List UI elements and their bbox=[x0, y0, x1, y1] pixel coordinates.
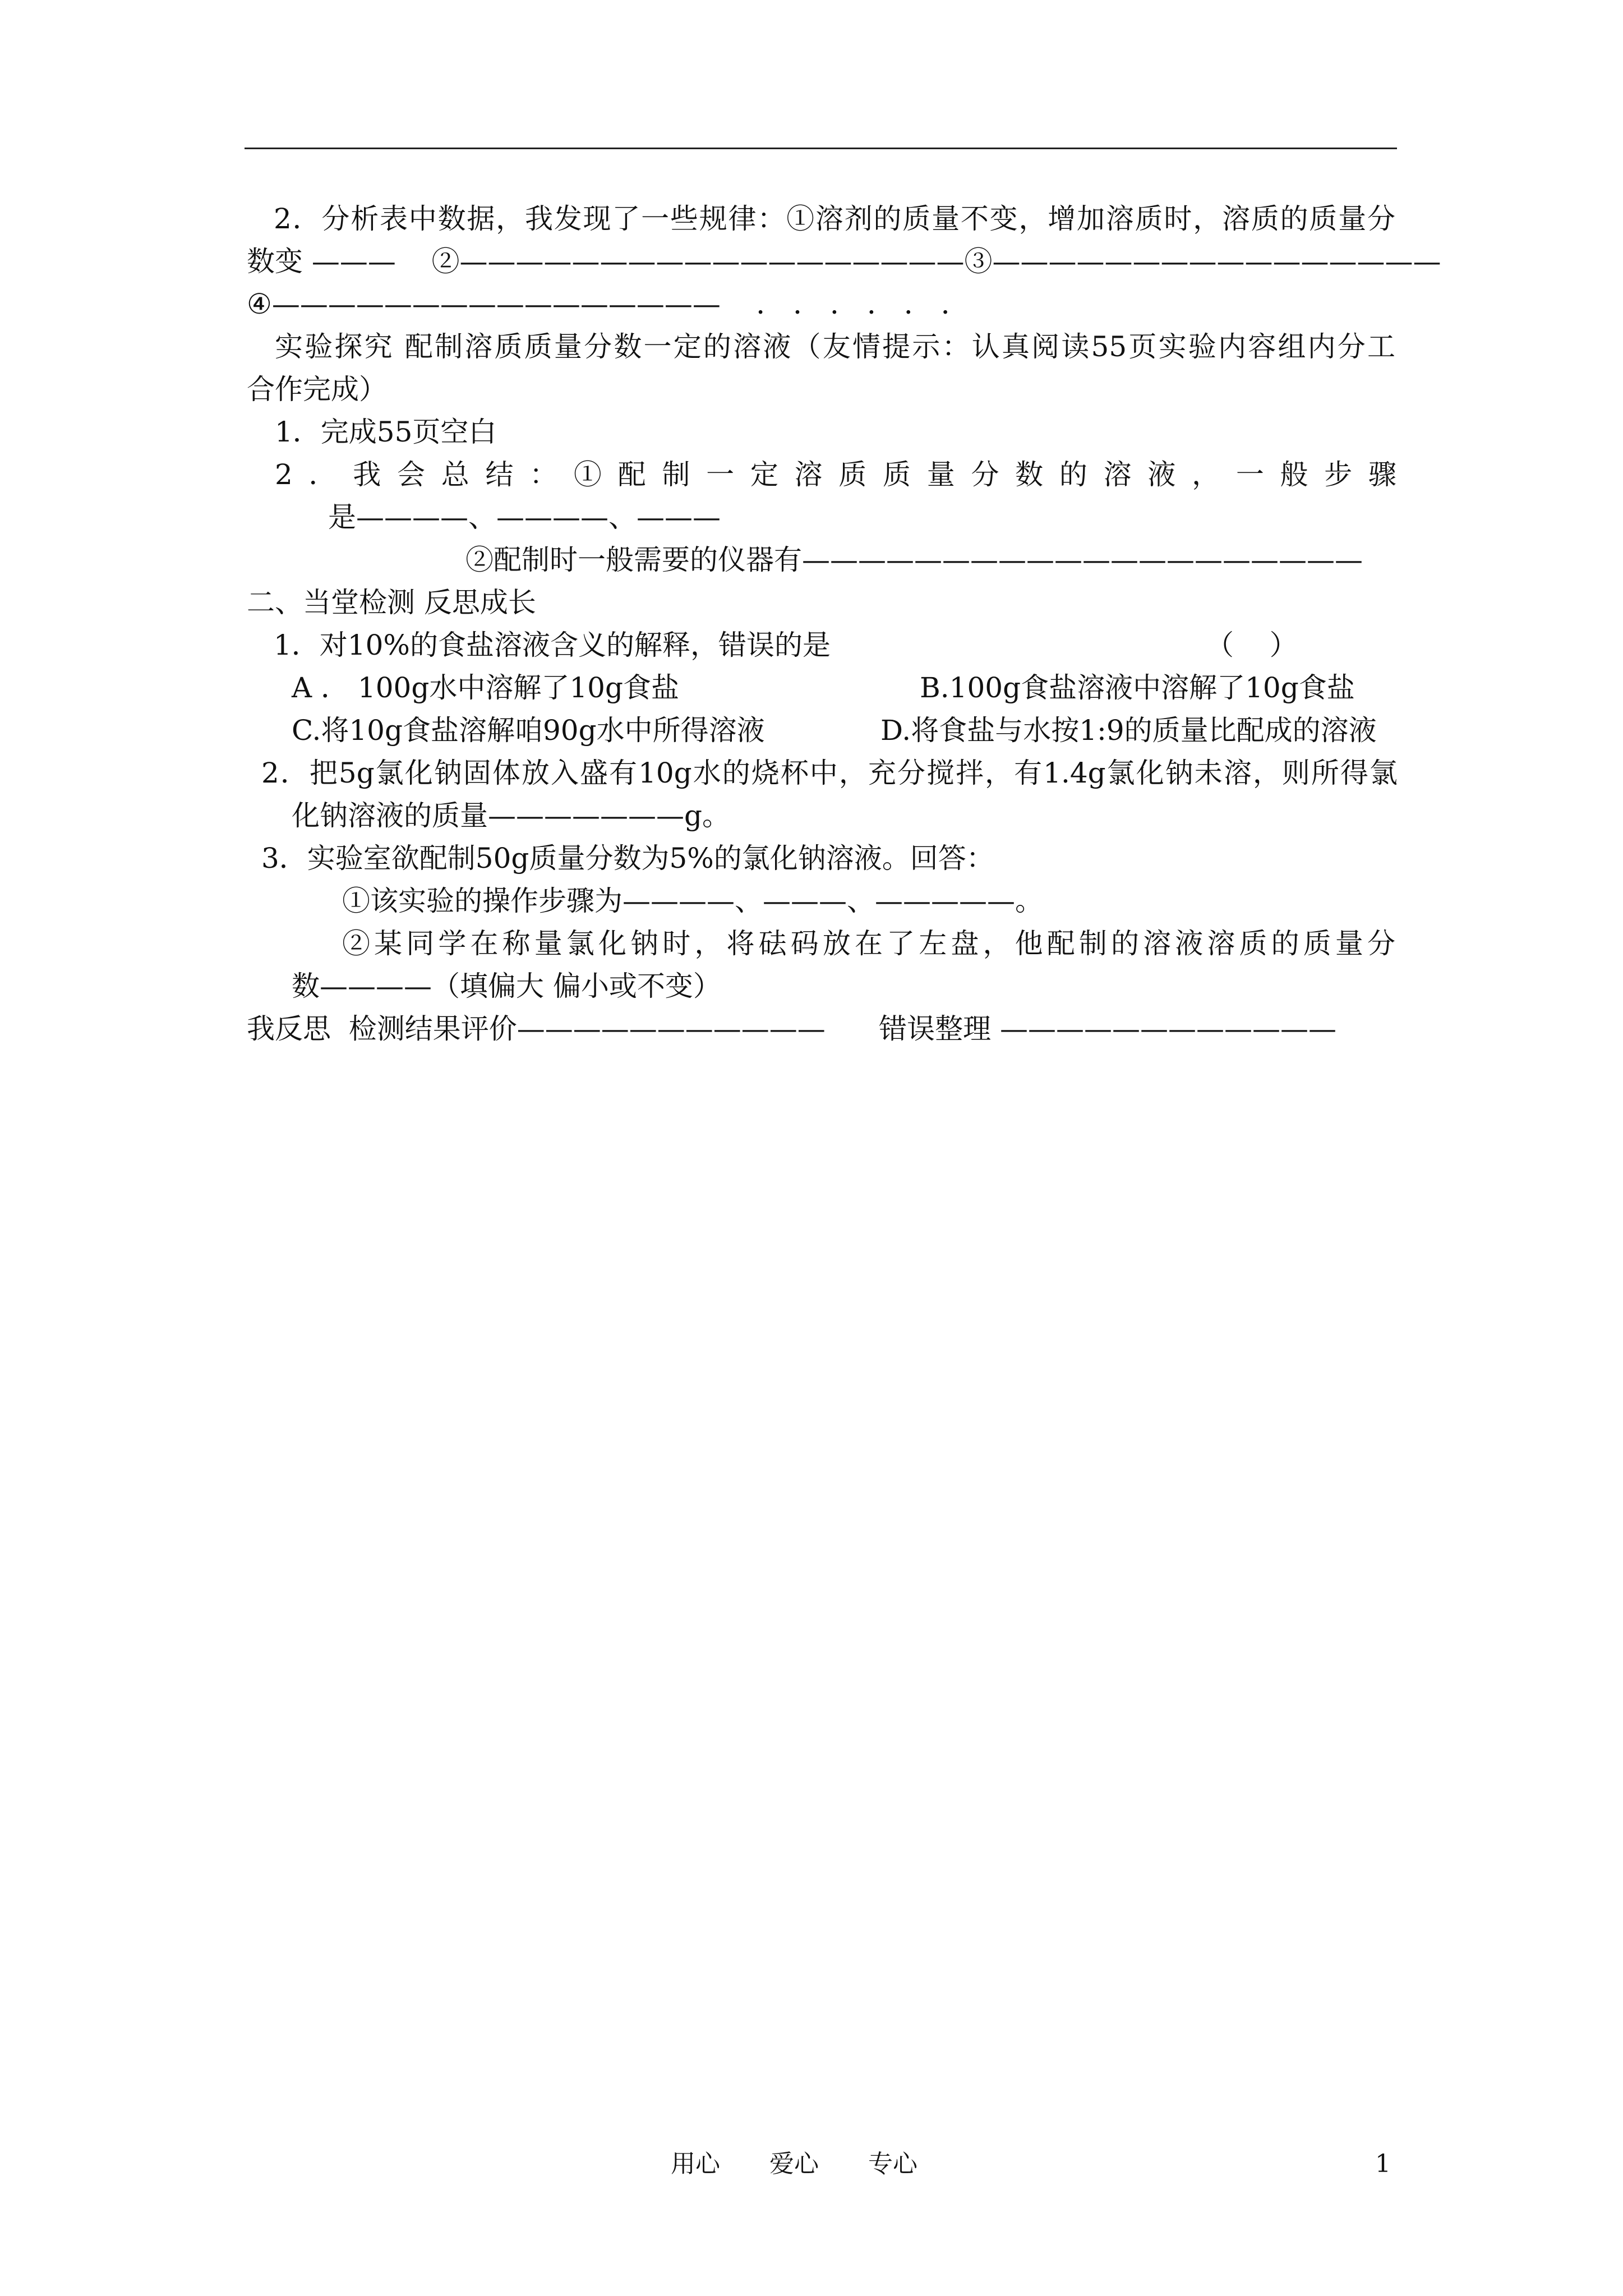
question-1-answer-bracket: （ ） bbox=[1206, 629, 1298, 661]
experiment-heading-line-1: 实验探究 配制溶质质量分数一定的溶液（友情提示：认真阅读55页实验内容组内分工 bbox=[275, 330, 1395, 363]
question-3-part-2: ②某同学在称量氯化钠时，将砝码放在了左盘，他配制的溶液溶质的质量分 bbox=[342, 927, 1395, 960]
finding-rules-line-3: ④———————————————— ． ． ． ． ． ． bbox=[247, 288, 969, 320]
question-3-part-2-blank: 数————（填偏大 偏小或不变） bbox=[292, 970, 721, 1002]
reflection-line: 我反思 检测结果评价——————————— 错误整理 ———————————— bbox=[247, 1013, 1337, 1045]
experiment-item-1: 1．完成55页空白 bbox=[275, 416, 497, 448]
summary-instruments-line: ②配制时一般需要的仪器有———————————————————— bbox=[465, 544, 1363, 576]
header-rule bbox=[245, 148, 1397, 149]
footer-slogan-3: 专心 bbox=[868, 2150, 917, 2178]
question-2-stem: 2．把5g氯化钠固体放入盛有10g水的烧杯中，充分搅拌，有1.4g氯化钠未溶，则所得氯 bbox=[261, 757, 1398, 789]
question-3-stem: 3．实验室欲配制50g质量分数为5%的氯化钠溶液。回答： bbox=[261, 842, 994, 875]
footer-slogan-2: 爱心 bbox=[769, 2150, 819, 2178]
question-1-option-a: A ． 100g水中溶解了10g食盐 bbox=[292, 671, 679, 704]
question-3-part-1: ①该实验的操作步骤为————、———、—————。 bbox=[342, 885, 1043, 917]
question-1-stem: 1．对10%的食盐溶液含义的解释，错误的是 bbox=[274, 629, 831, 661]
question-1-option-b: B.100g食盐溶液中溶解了10g食盐 bbox=[920, 671, 1355, 704]
question-2-blank: 化钠溶液的质量———————g。 bbox=[292, 799, 731, 832]
finding-rules-line-1: 2．分析表中数据，我发现了一些规律：①溶剂的质量不变，增加溶质时，溶质的质量分 bbox=[274, 203, 1395, 235]
finding-rules-line-2: 数变 ——— ②——————————————————③———————————————— bbox=[247, 245, 1441, 278]
summary-steps-line: 2．我会总结：①配制一定溶质质量分数的溶液，一般步骤 bbox=[275, 458, 1396, 491]
summary-steps-blanks: 是————、————、——— bbox=[328, 501, 721, 533]
footer-slogan-1: 用心 bbox=[671, 2150, 720, 2178]
question-1-option-c: C.将10g食盐溶解咱90g水中所得溶液 bbox=[292, 714, 765, 747]
page-number: 1 bbox=[1375, 2150, 1391, 2178]
section-two-heading: 二、当堂检测 反思成长 bbox=[247, 586, 536, 619]
experiment-heading-line-2: 合作完成） bbox=[247, 373, 387, 406]
question-1-option-d: D.将食盐与水按1:9的质量比配成的溶液 bbox=[880, 714, 1377, 747]
